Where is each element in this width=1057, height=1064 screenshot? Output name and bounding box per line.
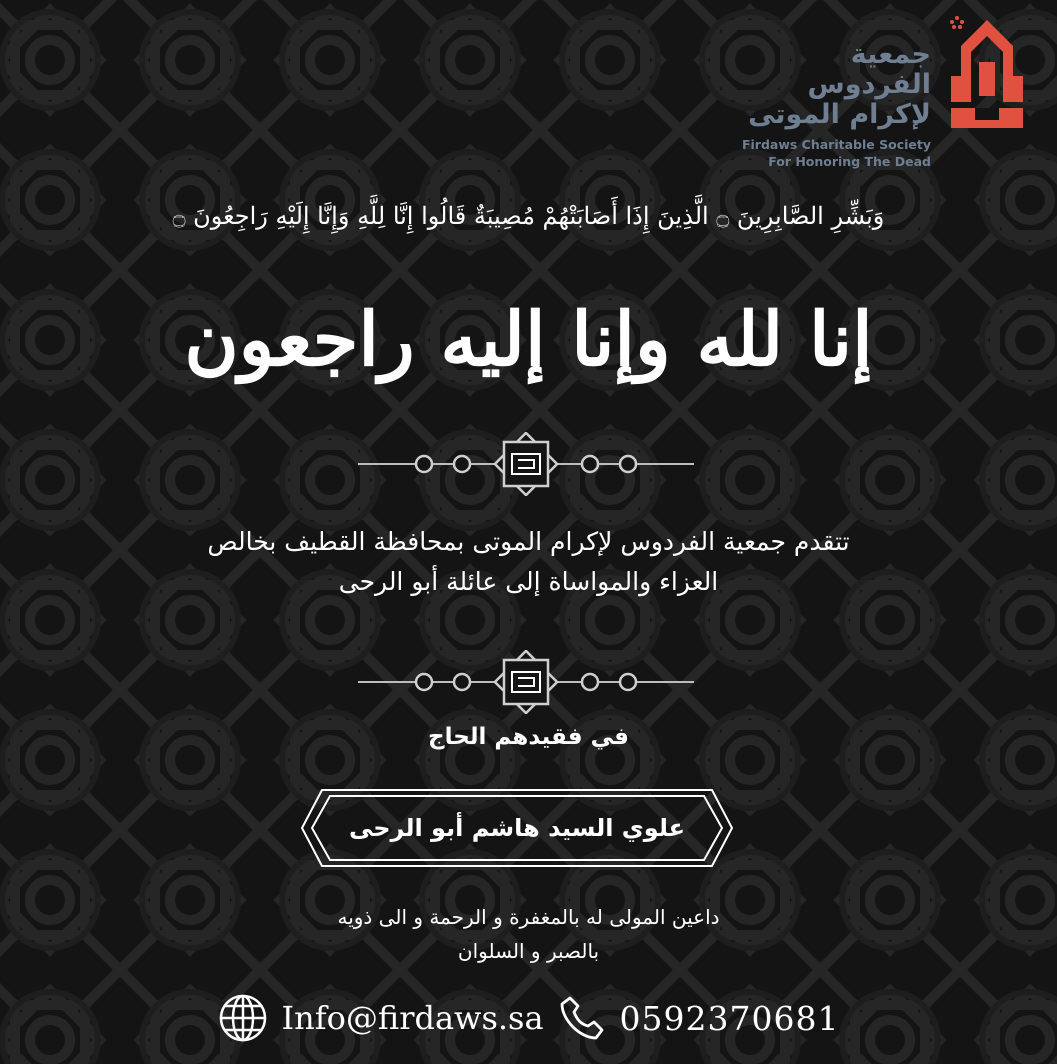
phone-icon[interactable] (556, 992, 608, 1044)
contact-row (0, 988, 1057, 1048)
society-logo (719, 12, 1029, 169)
phone-number[interactable]: 0592370681 (619, 998, 840, 1038)
prayer-line1: داعين المولى له بالمغفرة و الرحمة و الى ذويه (337, 905, 720, 929)
deceased-name: علوي السيد هاشم أبو الرحى (348, 814, 686, 842)
logo-name-ar-line2: لإكرام الموتى (748, 99, 931, 130)
logo-name-en-line2: For Honoring The Dead (768, 154, 931, 169)
verse-part2: الَّذِينَ إِذَا أَصَابَتْهُمْ مُصِيبَةٌ قَالُوا إِنَّا لِلَّهِ وَإِنَّا إِلَيْهِ رَاجِعُونَ (193, 202, 709, 230)
verse-part1: وَبَشِّرِ الصَّابِرِينَ (736, 202, 885, 230)
ornament-divider (358, 432, 694, 496)
ornament-divider (358, 650, 694, 714)
ayah-mark-icon: ۝ (716, 205, 730, 230)
condolence-message (100, 522, 957, 602)
mosque-arch-logo-icon (945, 12, 1029, 132)
quran-verse (0, 202, 1057, 230)
logo-name-ar-line1: جمعية الفردوس (807, 39, 931, 100)
prayer-line2: بالصبر و السلوان (457, 939, 600, 963)
ayah-mark-icon: ۝ (172, 205, 186, 230)
calligraphy-title: إنا لله وإنا إليه راجعون (184, 297, 873, 383)
prayer-message (0, 900, 1057, 968)
condolence-line1: تتقدم جمعية الفردوس لإكرام الموتى بمحافظة القطيف بخالص (207, 527, 850, 556)
condolence-line2: العزاء والمواساة إلى عائلة أبو الرحى (338, 567, 719, 596)
logo-text (719, 40, 931, 170)
deceased-intro: في فقيدهم الحاج (428, 724, 629, 750)
globe-icon[interactable] (217, 992, 269, 1044)
email-link[interactable]: Info@firdaws.sa (281, 999, 544, 1037)
logo-name-en-line1: Firdaws Charitable Society (741, 137, 931, 152)
